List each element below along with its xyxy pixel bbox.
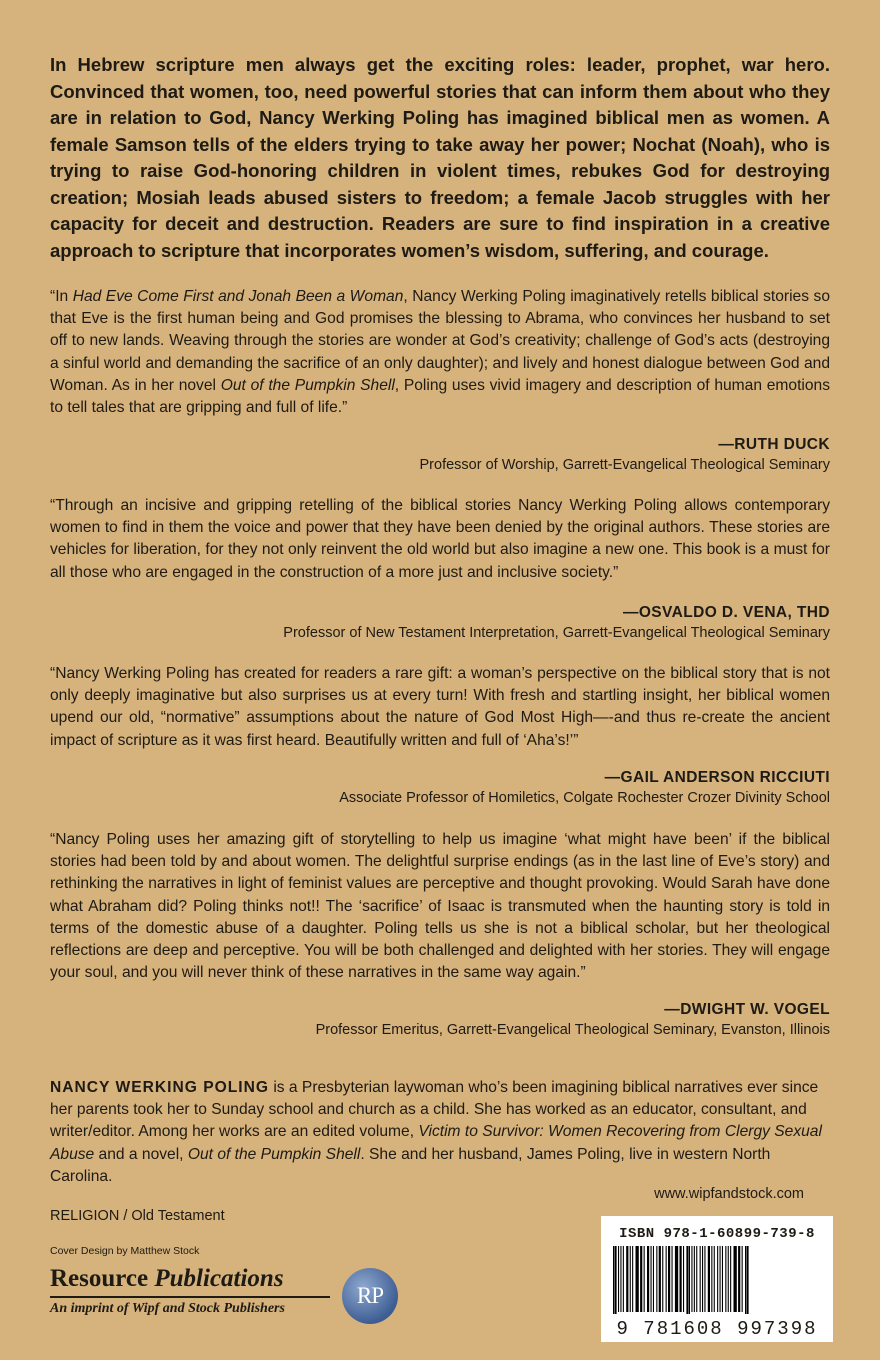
endorsement-quote: “In Had Eve Come First and Jonah Been a Woman, Nancy Werking Poling imaginatively retells biblical stories so that Eve is the first human being and God promises the blessing to Abrama, who convinces her husband to set off to new lands. Weaving through the stories are wonder at God’s creativity; challenge of God’s acts (destroying a sinful world and demanding the sacrifice of an only daughter); and lively and honest dialogue between God and Woman. As in her novel Out of the Pumpkin Shell, Poling uses vivid imagery and description of human emotions to tell tales that are gripping and full of life.” (50, 288, 831, 417)
barcode-bar (623, 1246, 624, 1312)
book-title: Victim to Survivor: Women Recovering from Clergy Sexual Abuse (50, 1123, 822, 1163)
barcode-bar (711, 1246, 712, 1312)
back-cover-blurb: In Hebrew scripture men always get the exciting roles: leader, prophet, war hero. Convinced that women, too, need powerful stories that can inform them about who they are in relation to God, Nancy Werking Poling has imagined biblical men as women. A female Samson tells of the elders trying to take away her power; Nochat (Noah), who is trying to raise God-honoring children in violent times, rebukes God for destroying creation; Mosiah leads abused sisters to freedom; a female Jacob struggles with her capacity for deceit and destruction. Readers are sure to find inspiration in a creative approach to scripture that incorporates women’s wisdom, suffering, and courage. (50, 54, 830, 261)
endorser-role: Professor of New Testament Interpretation, Garrett-Evangelical Theological Seminary (283, 625, 830, 641)
barcode-bar (626, 1246, 628, 1312)
barcode-guard-bar (688, 1246, 690, 1314)
barcode-digits: 9 781608 997398 (616, 1318, 818, 1340)
barcode-bar (636, 1246, 639, 1312)
barcode-bar (708, 1246, 710, 1312)
barcode-bar (704, 1246, 705, 1312)
isbn-label: ISBN 978-1-60899-739-8 (619, 1226, 815, 1242)
endorser-role: Associate Professor of Homiletics, Colgate Rochester Crozer Divinity School (339, 790, 830, 806)
endorsement-quote: “Nancy Werking Poling has created for readers a rare gift: a woman’s perspective on the biblical story that is not only deeply imaginative but also surprises us at every turn! With fresh and startling insight, her biblical women upend our old, “normative” assumptions about the nature of God Most High—-and thus re-create the ancient impact of scripture as it was first heard. Beautifully written and full of ‘Aha’s!’” (50, 665, 830, 749)
publisher-name-part: Resource (50, 1265, 155, 1292)
barcode-bar (662, 1246, 663, 1312)
barcode-bar (672, 1246, 673, 1312)
isbn-barcode (601, 1216, 833, 1342)
endorser-role: Professor of Worship, Garrett-Evangelical Theological Seminary (419, 457, 830, 473)
barcode-bar (620, 1246, 621, 1312)
book-category: RELIGION / Old Testament (50, 1208, 225, 1224)
novel-title: Out of the Pumpkin Shell (220, 376, 395, 394)
endorser-name: —RUTH DUCK (718, 436, 830, 453)
barcode-bar (694, 1246, 695, 1312)
endorsement-attribution (339, 768, 830, 808)
cover-design-credit: Cover Design by Matthew Stock (50, 1245, 200, 1257)
barcode-bar (734, 1246, 737, 1312)
barcode-bar (722, 1246, 723, 1312)
barcode-bar (640, 1246, 642, 1312)
barcode-bar (730, 1246, 731, 1312)
author-bio: NANCY WERKING POLING is a Presbyterian laywoman who’s been imagining biblical narratives ever since her parents took her to Sunday school and church as a child. She has worked as an educator, consultant, and writer/editor. Among her works are an edited volume, Victim to Survivor: Women Recovering from Clergy Sexual Abuse and a novel, Out of the Pumpkin Shell. She and her husband, James Poling, live in western North Carolina. (50, 1079, 822, 1185)
publisher-website: www.wipfandstock.com (654, 1186, 804, 1202)
barcode-bar (618, 1246, 619, 1312)
barcode-bar (653, 1246, 654, 1312)
barcode-bar (680, 1246, 682, 1312)
novel-title: Out of the Pumpkin Shell (187, 1145, 361, 1163)
barcode-bar (647, 1246, 649, 1312)
book-title: Had Eve Come First and Jonah Been a Woman (72, 288, 404, 305)
barcode-guard-bar (747, 1246, 749, 1314)
barcode-bar (717, 1246, 718, 1312)
barcode-bar (659, 1246, 661, 1312)
barcode-bar (683, 1246, 684, 1312)
publisher-rule (50, 1296, 330, 1298)
barcode-bar (644, 1246, 645, 1312)
barcode-bar (742, 1246, 743, 1312)
author-name: NANCY WERKING POLING (50, 1079, 269, 1096)
endorsement-quote: “Through an incisive and gripping retelling of the biblical stories Nancy Werking Poling allows contemporary women to find in them the voice and power that they have been denied by the original authors. These stories are vehicles for liberation, for they not only reinvent the old world but also imagine a new one. This book is a must for all those who are engaged in the construction of a more just and inclusive society.” (50, 497, 830, 581)
barcode-bar (691, 1246, 692, 1312)
publisher-name-part: Publications (154, 1265, 284, 1292)
endorsement-attribution (420, 435, 830, 475)
endorser-name: —DWIGHT W. VOGEL (664, 1001, 830, 1018)
barcode-bar (675, 1246, 678, 1312)
barcode-bar (720, 1246, 721, 1312)
endorser-role: Professor Emeritus, Garrett-Evangelical Theological Seminary, Evanston, Illinois (315, 1022, 830, 1038)
barcode-bar (651, 1246, 652, 1312)
publisher-logo: Resource Publications An imprint of Wipf and Stock Publishers (50, 1264, 330, 1317)
barcode-guard-bar (686, 1246, 688, 1314)
endorser-name: —GAIL ANDERSON RICCIUTI (604, 769, 830, 786)
barcode-bars (609, 1246, 825, 1314)
barcode-bar (738, 1246, 740, 1312)
barcode-bar (666, 1246, 667, 1312)
barcode-bar (632, 1246, 633, 1312)
barcode-bar (714, 1246, 715, 1312)
barcode-bar (656, 1246, 657, 1312)
barcode-bar (700, 1246, 701, 1312)
endorsement-attribution (283, 603, 830, 643)
barcode-bar (630, 1246, 631, 1312)
barcode-guard-bar (745, 1246, 747, 1314)
barcode-guard-bar (613, 1246, 615, 1314)
barcode-bar (668, 1246, 670, 1312)
endorsement-quote: “Nancy Poling uses her amazing gift of storytelling to help us imagine ‘what might have been’ if the biblical stories had been told by and about women. The delightful surprise endings (as in the last line of Eve’s story) and rethinking the narratives in light of feminist values are perceptive and thought provoking. Would Sarah have done what Abraham did? Poling thinks not!! The ‘sacrifice’ of Isaac is transmuted when the haunting story is told in terms of the domestic abuse of a daughter. Poling tells us she is not a biblical scholar, but her theological reflections are deep and perceptive. You will be both challenged and delighted with her stories. They will engage your soul, and you will never think of these narratives in the same way again.” (50, 831, 830, 982)
barcode-bar (728, 1246, 729, 1312)
rp-logo-icon: RP (342, 1268, 398, 1324)
barcode-guard-bar (615, 1246, 617, 1314)
endorser-name: —OSVALDO D. VENA, THD (622, 604, 830, 621)
barcode-bar (702, 1246, 703, 1312)
barcode-bar (725, 1246, 726, 1312)
barcode-bar (696, 1246, 697, 1312)
endorsement-attribution (316, 1000, 830, 1040)
